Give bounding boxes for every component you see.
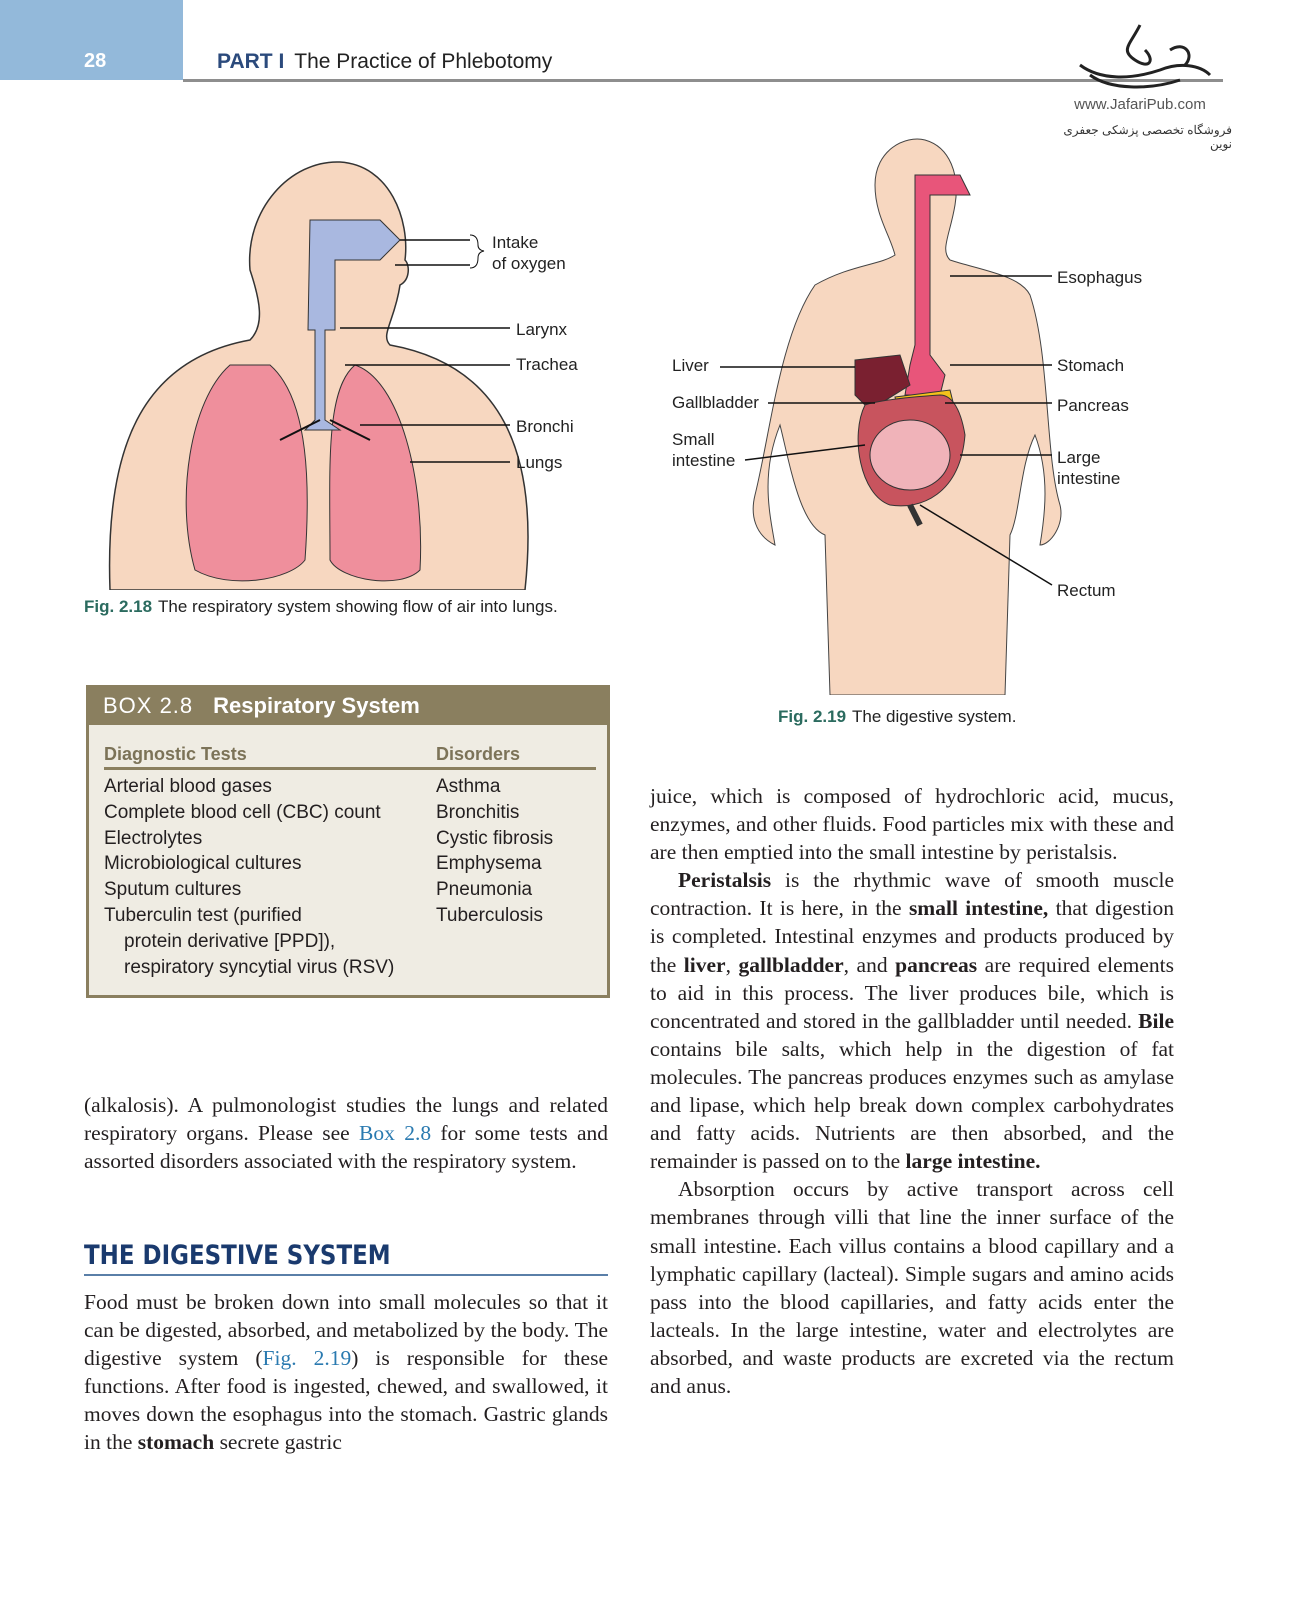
- label-pancreas: Pancreas: [1057, 396, 1129, 415]
- list-item: Tuberculosis: [436, 904, 544, 926]
- label-stomach: Stomach: [1057, 356, 1125, 375]
- label-trachea: Trachea: [516, 355, 578, 374]
- tests-list: [104, 774, 394, 980]
- box-number: BOX 2.8: [103, 693, 194, 718]
- list-item: Tuberculin test (purified: [104, 904, 302, 926]
- watermark-tagline: فروشگاه تخصصی پزشکی جعفری نوین: [1063, 123, 1232, 151]
- paragraph-absorption: Absorption occurs by active transport across cell membranes through villi that line the inner surface of the small intestine. Each villus contains a blood capillary and a lymphatic capillary (lacteal). Simple sugars and amino acids pass into the blood capillaries, and fatty acids enter the lacteals. In the large intestine, water and electrolytes are absorbed, and waste products are excreted via the rectum and anus.: [650, 1177, 1174, 1398]
- box-rule: [104, 767, 596, 770]
- label-liver: Liver: [672, 356, 709, 375]
- logo-calligraphy-icon: [1060, 20, 1220, 95]
- link-box-2-8[interactable]: Box 2.8: [359, 1121, 432, 1146]
- heading-rule: [84, 1274, 608, 1276]
- label-rectum: Rectum: [1057, 581, 1116, 600]
- disorders-list: [436, 774, 553, 929]
- list-item: Bronchitis: [436, 801, 520, 823]
- list-item: Complete blood cell (CBC) count: [104, 801, 381, 823]
- list-item: protein derivative [PPD]),: [124, 930, 336, 952]
- running-header: [217, 50, 552, 74]
- list-item: Cystic fibrosis: [436, 827, 554, 849]
- col-header-tests: Diagnostic Tests: [104, 744, 247, 764]
- figure-caption-2-18: Fig. 2.18 The respiratory system showing flow of air into lungs.: [84, 597, 558, 616]
- list-item: Arterial blood gases: [104, 776, 272, 797]
- right-column-text: [650, 782, 1174, 1400]
- box-title: Respiratory System: [213, 693, 420, 718]
- book-title: The Practice of Phlebotomy: [294, 50, 553, 73]
- label-bronchi: Bronchi: [516, 417, 574, 436]
- label-esophagus: Esophagus: [1057, 268, 1143, 287]
- paragraph-peristalsis: Peristalsis is the rhythmic wave of smooth muscle contraction. It is here, in the small intestine, that digestion is completed. Intestinal enzymes and products produced by the liver, gallbladder, and pancreas are required elements to aid in this process. The liver produces bile, which is concentrated and stored in the gallbladder until needed. Bile contains bile salts, which help in the digestion of fat molecules. The pancreas produces enzymes such as amylase and lipase, which help break down complex carbohydrates and fatty acids. Nutrients are then absorbed, and the remainder is passed on to the large intestine.: [650, 868, 1175, 1174]
- list-item: Electrolytes: [104, 827, 203, 849]
- watermark-logo: [1040, 20, 1240, 151]
- label-large-intestine: Large intestine: [1057, 448, 1121, 488]
- list-item: Asthma: [436, 776, 501, 797]
- paragraph-digestive-intro: Food must be broken down into small molecules so that it can be digested, absorbed, and metabolized by the body. The digestive system (Fig. 2.19) is responsible for these functions. After food is ingested, chewed, and swallowed, it moves down the esophagus into the stomach. Gastric glands in the stomach secrete gastric: [84, 1290, 608, 1455]
- list-item: respiratory syncytial virus (RSV): [124, 956, 395, 978]
- paragraph-gastric-juice: juice, which is composed of hydrochloric acid, mucus, enzymes, and other fluids. Food particles mix with these and are then emptied into the small intestine by peristalsis.: [650, 784, 1174, 865]
- box-header: [89, 688, 607, 725]
- col-header-disorders: Disorders: [436, 744, 521, 764]
- list-item: Pneumonia: [436, 879, 533, 901]
- section-heading: THE DIGESTIVE SYSTEM: [84, 1240, 391, 1271]
- list-item: Sputum cultures: [104, 879, 242, 901]
- watermark-url: www.JafariPub.com: [1074, 96, 1206, 113]
- part-label: PART I: [217, 50, 285, 73]
- label-larynx: Larynx: [516, 320, 568, 339]
- link-fig-2-19[interactable]: Fig. 2.19: [262, 1346, 352, 1371]
- label-gallbladder: Gallbladder: [672, 393, 759, 412]
- box-respiratory-system: [86, 685, 610, 998]
- label-intake: Intake of oxygen: [492, 233, 566, 273]
- label-small-intestine: Small intestine: [672, 430, 736, 470]
- paragraph-pulmonologist: (alkalosis). A pulmonologist studies the lungs and related respiratory organs. Please see Box 2.8 for some tests and assorted disorders associated with the respiratory system.: [84, 1093, 609, 1174]
- figure-caption-2-19: Fig. 2.19 The digestive system.: [778, 707, 1017, 726]
- page-number: 28: [84, 50, 107, 72]
- label-lungs: Lungs: [516, 453, 563, 472]
- list-item: Microbiological cultures: [104, 853, 302, 875]
- list-item: Emphysema: [436, 853, 542, 875]
